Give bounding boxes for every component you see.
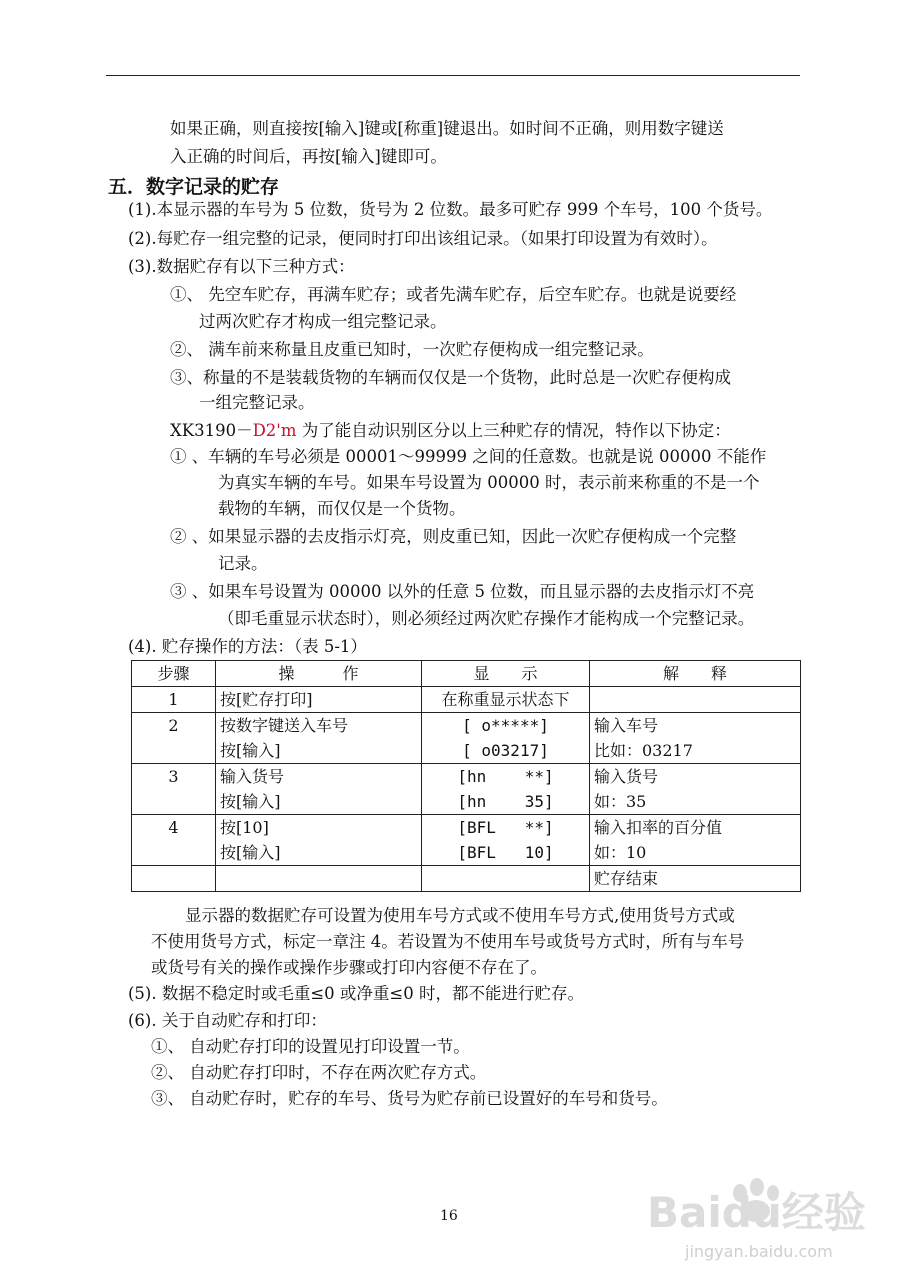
intro-line-1: 如果正确，则直接按[输入]键或[称重]键退出。如时间不正确，则用数字键送 [170,119,724,138]
display-cell: 在称重显示状态下 [422,687,590,713]
step-cell: 2 [132,713,216,764]
display-cell [422,815,590,866]
table-row [132,713,801,764]
header-display: 显 示 [422,661,590,687]
header-step: 步骤 [132,661,216,687]
explanation-line: 如：35 [594,792,647,811]
mode-1-line-1: ①、 先空车贮存，再满车贮存；或者先满车贮存，后空车贮存。也就是说要经 [170,285,737,304]
operation-cell [216,713,422,764]
display-line: [BFL 10] [457,843,554,862]
operation-cell: 按[贮存打印] [216,687,422,713]
after-line-3: 或货号有关的操作或操作步骤或打印内容便不存在了。 [151,958,547,977]
operation-line: 输入货号 [220,767,285,786]
baidu-jingyan-watermark [645,1165,885,1265]
explanation-line: 如：10 [594,843,647,862]
rule-1-line-2: 为真实车辆的车号。如果车号设置为 00000 时，表示前来称重的不是一个 [218,473,760,492]
explanation-line: 输入货号 [594,767,659,786]
operation-line: 按[10] [220,818,269,837]
step-cell: 3 [132,764,216,815]
auto-store-3: ③、 自动贮存时，贮存的车号、货号为贮存前已设置好的车号和货号。 [151,1089,668,1108]
display-cell [422,713,590,764]
display-line: [BFL **] [457,818,554,837]
rule-2-line-1: ② 、如果显示器的去皮指示灯亮，则皮重已知，因此一次贮存便构成一个完整 [170,527,737,546]
item-2: (2).每贮存一组完整的记录，便同时打印出该组记录。（如果打印设置为有效时）。 [128,229,718,248]
explanation-cell [590,764,801,815]
operation-cell [216,764,422,815]
rule-3-line-2: （即毛重显示状态时），则必须经过两次贮存操作才能构成一个完整记录。 [218,609,755,628]
rule-2-line-2: 记录。 [218,554,268,573]
operation-line: 按[输入] [220,843,281,862]
step-cell: 1 [132,687,216,713]
explanation-cell: 贮存结束 [590,866,801,892]
display-line: [hn 35] [457,792,554,811]
auto-store-1: ①、 自动贮存打印的设置见打印设置一节。 [151,1037,470,1056]
model-code: D2'm [252,421,297,440]
item-1: (1).本显示器的车号为 5 位数，货号为 2 位数。最多可贮存 999 个车号，100 个货号。 [128,200,773,219]
operation-table [131,660,801,892]
operation-cell [216,815,422,866]
display-line: [ o03217] [462,741,549,760]
table-row [132,815,801,866]
operation-line: 按[输入] [220,792,281,811]
rule-1-line-1: ① 、车辆的车号必须是 00001～99999 之间的任意数。也就是说 00000 不能作 [170,447,767,466]
operation-line: 按[输入] [220,741,281,760]
page-number: 16 [440,1208,458,1224]
model-prefix: XK3190－ [170,421,253,440]
mode-2: ②、 满车前来称量且皮重已知时，一次贮存便构成一组完整记录。 [170,340,654,359]
header-operation: 操 作 [216,661,422,687]
model-suffix: 为了能自动识别区分以上三种贮存的情况，特作以下协定： [296,421,731,440]
operation-line: 按数字键送入车号 [220,716,349,735]
intro-line-2: 入正确的时间后，再按[输入]键即可。 [170,147,447,166]
explanation-line: 输入扣率的百分值 [594,818,723,837]
rule-1-line-3: 载物的车辆，而仅仅是一个货物。 [218,499,466,518]
table-header-row [132,661,801,687]
table-row [132,687,801,713]
step-cell [132,866,216,892]
mode-3-line-1: ③、称量的不是装载货物的车辆而仅仅是一个货物，此时总是一次贮存便构成 [170,368,731,387]
rule-3-line-1: ③ 、如果车号设置为 00000 以外的任意 5 位数，而且显示器的去皮指示灯不亮 [170,582,755,601]
operation-cell [216,866,422,892]
model-line [170,420,731,442]
explanation-line: 输入车号 [594,716,659,735]
step-cell: 4 [132,815,216,866]
after-line-1: 显示器的数据贮存可设置为使用车号方式或不使用车号方式,使用货号方式或 [185,906,735,925]
after-line-2: 不使用货号方式，标定一章注 4。若设置为不使用车号或货号方式时，所有与车号 [151,932,745,951]
item-6: (6). 关于自动贮存和打印： [128,1011,327,1030]
explanation-cell [590,687,801,713]
explanation-cell [590,815,801,866]
explanation-cell [590,713,801,764]
explanation-line: 比如：03217 [594,741,693,760]
table-row [132,764,801,815]
watermark-url: jingyan.baidu.com [685,1242,833,1261]
item-4: (4). 贮存操作的方法：（表 5-1） [128,637,367,656]
display-line: [ o*****] [462,716,549,735]
section-title: 五．数字记录的贮存 [108,176,280,198]
item-5: (5). 数据不稳定时或毛重≤0 或净重≤0 时，都不能进行贮存。 [128,984,584,1003]
item-3: (3).数据贮存有以下三种方式： [128,257,355,276]
display-cell [422,764,590,815]
auto-store-2: ②、 自动贮存打印时，不存在两次贮存方式。 [151,1063,487,1082]
watermark-brand: Baidu经验 [647,1188,866,1237]
header-explanation: 解 释 [590,661,801,687]
display-line: [hn **] [457,767,554,786]
display-cell [422,866,590,892]
table-row [132,866,801,892]
header-rule [106,75,800,76]
mode-3-line-2: 一组完整记录。 [199,393,315,412]
mode-1-line-2: 过两次贮存才构成一组完整记录。 [199,312,447,331]
